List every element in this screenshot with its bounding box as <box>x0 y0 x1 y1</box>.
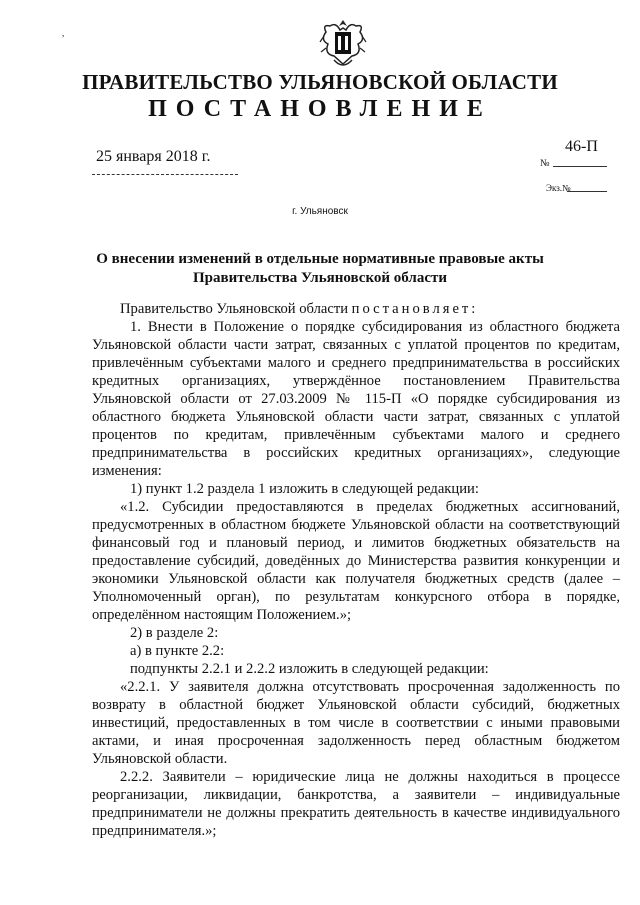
copy-number-label: Экз.№ <box>546 183 571 193</box>
paragraph-6: подпункты 2.2.1 и 2.2.2 изложить в следующей редакции: <box>130 661 489 677</box>
copy-number-underline <box>567 191 607 192</box>
number-underline <box>553 166 607 167</box>
paragraph-3: «1.2. Субсидии предоставляются в пределах бюджетных ассигнований, предусмотренных в областном бюджете Ульяновской области на соответствующий финансовый год и плановый период, и лимитов бюджетных обязательств на предоставление субсидий, доведённых до Министерства развития конкуренции и экономики Ульяновской области как получателя бюджетных средств (далее – Уполномоченный орган), по результатам конкурсного отбора в порядке, определённом настоящим Положением.»; <box>92 499 620 623</box>
number-label: № <box>540 158 550 169</box>
paragraph-4: 2) в разделе 2: <box>130 625 219 641</box>
coat-of-arms-icon <box>318 18 368 72</box>
date-underline <box>92 174 238 175</box>
paragraph-8: 2.2.2. Заявители – юридические лица не должны находиться в процессе реорганизации, ликвидации, банкротства, а заявители – индивидуальные предприниматели не должны прекратить деятельность в качестве индивидуального предпринимателя.»; <box>92 769 620 839</box>
paragraph-5: а) в пункте 2.2: <box>130 643 225 659</box>
document-date: 25 января 2018 г. <box>96 148 211 165</box>
city: г. Ульяновск <box>292 206 348 217</box>
intro-verb: постановляет: <box>351 301 479 317</box>
document-body <box>92 300 620 840</box>
document-subject <box>0 250 640 288</box>
paragraph-2: 1) пункт 1.2 раздела 1 изложить в следующей редакции: <box>130 481 479 497</box>
intro-text: Правительство Ульяновской области <box>120 301 352 317</box>
paragraph-7: «2.2.1. У заявителя должна отсутствовать просроченная задолженность по возврату в областной бюджет Ульяновской области субсидий, бюджетных инвестиций, предоставленных в том числе в соответствии с иными правовыми актами, и иная просроченная задолженность перед областным бюджетом Ульяновской области. <box>92 679 620 767</box>
document-number: 46-П <box>565 138 598 155</box>
government-name: ПРАВИТЕЛЬСТВО УЛЬЯНОВСКОЙ ОБЛАСТИ <box>82 70 558 94</box>
subject-line-1: О внесении изменений в отдельные нормативные правовые акты <box>96 251 544 267</box>
subject-line-2: Правительства Ульяновской области <box>192 270 448 286</box>
scan-mark: , <box>62 28 65 38</box>
intro-paragraph <box>92 300 620 318</box>
document-type: ПОСТАНОВЛЕНИЕ <box>148 96 492 122</box>
paragraph-1: 1. Внести в Положение о порядке субсидирования из областного бюджета Ульяновской области части затрат, связанных с уплатой процентов по кредитам, привлечённым субъектами малого и среднего предпринимательства в российских кредитных организациях, утверждённое постановлением Правительства Ульяновской области от 27.03.2009 № 115-П «О порядке субсидирования из областного бюджета Ульяновской области части затрат, связанных с уплатой процентов по кредитам, привлечённым субъектами малого и среднего предпринимательства в российских кредитных организациях», следующие изменения: <box>92 319 620 479</box>
